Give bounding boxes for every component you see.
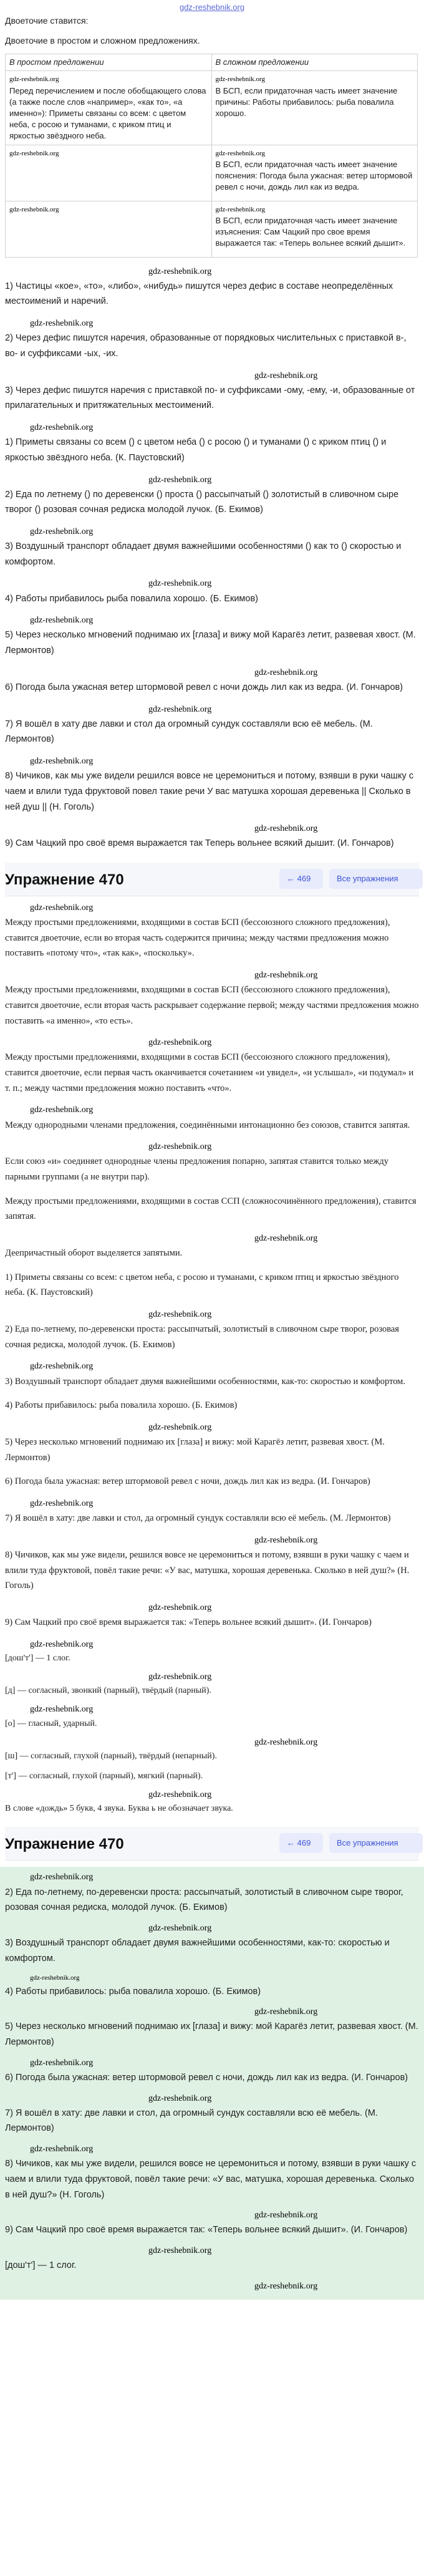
paragraph: 4) Работы прибавилось: рыба повалила хорошо. (Б. Екимов) — [5, 1400, 238, 1411]
exercise-title: Упражнение 470 — [5, 871, 124, 888]
watermark: gdz-reshebnik.org — [30, 423, 94, 433]
watermark: gdz-reshebnik.org — [215, 149, 266, 157]
table-cell-text: В БСП, если придаточная часть имеет значение изъяснения: Сам Чацкий про свое время выражается так: «Теперь вольнее всякий дышит». — [215, 215, 406, 248]
watermark: gdz-reshebnik.org — [254, 370, 318, 380]
watermark: gdz-reshebnik.org — [148, 1310, 212, 1319]
paragraph: 8) Чичиков, как мы уже видели решился вовсе не церемониться и потому, взявши в руки чашку с чаем и влили туда фруктовой повел такие речи У вас матушка хорошая деревенька || Сколько в ней душ || (Н. Гоголь) — [5, 771, 414, 812]
table-row — [6, 71, 418, 145]
exercise-title: Упражнение 470 — [5, 1836, 124, 1853]
watermark: gdz-reshebnik.org — [30, 319, 94, 329]
watermark: gdz-reshebnik.org — [254, 971, 318, 981]
watermark: gdz-reshebnik.org — [148, 1790, 212, 1800]
table-cell — [6, 71, 212, 145]
table-cell-text: Перед перечислением и после обобщающего слова (а также после слов «например», «как то», «а именно»): Приметы связаны со всем: с цветом неба, с росою и туманами, с криком птиц и яркостью звёздного неба. — [9, 85, 206, 141]
paragraph: Между простыми предложениями, входящими в состав БСП (бессоюзного сложного предложения), ставится двоеточие, если вторая часть раскрывает содержание первой; между частями предложения можно поставить «а именно», «то есть». — [5, 985, 419, 1026]
watermark: gdz-reshebnik.org — [148, 2245, 212, 2255]
intro-section — [0, 14, 424, 258]
paragraph: 4) Работы прибавилось: рыба повалила хорошо. (Б. Екимов) — [5, 1986, 261, 1997]
watermark: gdz-reshebnik.org — [9, 149, 59, 157]
paragraph: Между однородными членами предложения, соединёнными интонационно без союзов, ставится запятая. — [5, 1120, 410, 1130]
part2-section — [0, 903, 424, 1630]
watermark: gdz-reshebnik.org — [215, 75, 266, 84]
watermark: gdz-reshebnik.org — [148, 1422, 212, 1432]
watermark: gdz-reshebnik.org — [30, 903, 94, 913]
highlighted-answer — [0, 1867, 424, 2300]
watermark: gdz-reshebnik.org — [30, 1639, 94, 1649]
table-cell — [6, 145, 212, 201]
prev-exercise-button[interactable] — [279, 1833, 323, 1853]
paragraph: 4) Работы прибавилось рыба повалила хорошо. (Б. Екимов) — [5, 593, 258, 604]
paragraph: Между простыми предложениями, входящими в состав БСП (бессоюзного сложного предложения), ставится двоеточие, если первая часть оканчивается сочетанием «и увидел», «и услышал», «и подумал» и т. п.; между частями предложения можно поставить «что». — [5, 1052, 414, 1093]
paragraph: 5) Через несколько мгновений поднимаю их [глаза] и вижу: мой Карагёз летит, развевая хвост. (М. Лермонтов) — [5, 1437, 385, 1463]
watermark: gdz-reshebnik.org — [254, 2281, 318, 2291]
paragraph: 8) Чичиков, как мы уже видели, решился вовсе не церемониться и потому, взявши в руки чашку с чаем и влили туда фруктовой, повёл такие речи: «У вас, матушка, хорошая деревенька. Сколько в ней душ?» (Н. Гоголь) — [5, 1550, 410, 1591]
table-row — [6, 145, 418, 201]
watermark: gdz-reshebnik.org — [9, 75, 59, 84]
paragraph: 5) Через несколько мгновений поднимаю их [глаза] и вижу: мой Карагёз летит, развевая хвост. (М. Лермонтов) — [5, 2022, 418, 2048]
arrow-left-icon: ← — [287, 873, 297, 883]
watermark: gdz-reshebnik.org — [30, 757, 94, 767]
exercise-header-bar — [5, 863, 419, 896]
watermark: gdz-reshebnik.org — [148, 1142, 212, 1152]
watermark: gdz-reshebnik.org — [30, 1362, 94, 1372]
paragraph: Если союз «и» соединяет однородные члены предложения попарно, запятая ставится только между парными группами (а не внутри пар). — [5, 1156, 388, 1182]
watermark: gdz-reshebnik.org — [148, 704, 212, 714]
paragraph: 7) Я вошёл в хату две лавки и стол да огромный сундук составляли всю её мебель. (М. Лермонтов) — [5, 719, 373, 745]
phonetics-section — [0, 1639, 424, 1816]
part1-section — [0, 266, 424, 851]
paragraph: [дош'т'] — 1 слог. — [5, 2260, 77, 2271]
paragraph: 3) Воздушный транспорт обладает двумя важнейшими особенностями () как то () скоростью и комфортом. — [5, 541, 402, 567]
phonetic-line: В слове «дождь» 5 букв, 4 звука. Буква ь не обозначает звука. — [5, 1804, 233, 1814]
watermark: gdz-reshebnik.org — [30, 2058, 94, 2068]
paragraph: 1) Приметы связаны со всем: с цветом неба, с росою и туманами, с криком птиц и яркостью звёздного неба. (К. Паустовский) — [5, 1272, 399, 1298]
exercise-header-bar — [5, 1827, 419, 1861]
table-row — [6, 201, 418, 257]
exercise-header-2 — [0, 1827, 424, 1861]
watermark: gdz-reshebnik.org — [148, 1923, 212, 1933]
all-exercises-button[interactable]: Все упражнения — [329, 869, 423, 889]
paragraph: 1) Частицы «кое», «то», «либо», «нибудь» пишутся через дефис в составе неопределённых местоимений и наречий. — [5, 281, 393, 307]
prev-exercise-label: 469 — [297, 873, 311, 883]
paragraph: 3) Воздушный транспорт обладает двумя важнейшими особенностями, как-то: скоростью и комфортом. — [5, 1938, 390, 1963]
watermark: gdz-reshebnik.org — [30, 2144, 94, 2154]
paragraph: 8) Чичиков, как мы уже видели, решился вовсе не церемониться и потому, взявши в руки чашку с чаем и влили туда фруктовой, повёл такие речи: «У вас, матушка, хорошая деревенька. Сколько в ней душ?» (Н. Гоголь) — [5, 2159, 417, 2200]
watermark: gdz-reshebnik.org — [30, 616, 94, 626]
arrow-left-icon: ← — [287, 1838, 297, 1848]
paragraph: 6) Погода была ужасная: ветер штормовой ревел с ночи, дождь лил как из ведра. (И. Гончаров) — [5, 1476, 370, 1487]
watermark: gdz-reshebnik.org — [30, 1974, 80, 1982]
paragraph: 5) Через несколько мгновений поднимаю их [глаза] и вижу мой Карагёз летит, развевая хвост. (М. Лермонтов) — [5, 630, 416, 656]
table-cell-text: В БСП, если придаточная часть имеет значение причины: Работы прибавилось: рыба повалила хорошо. — [215, 85, 398, 119]
paragraph: 3) Воздушный транспорт обладает двумя важнейшими особенностями, как-то: скоростью и комфортом. — [5, 1376, 405, 1387]
prev-exercise-button[interactable] — [279, 869, 323, 889]
watermark: gdz-reshebnik.org — [30, 1105, 94, 1115]
paragraph: 7) Я вошёл в хату: две лавки и стол, да огромный сундук составляли всю её мебель. (М. Лермонтов) — [5, 1513, 391, 1524]
phonetic-line: [д] — согласный, звонкий (парный), твёрдый (парный). — [5, 1686, 211, 1696]
table-cell — [211, 145, 418, 201]
prev-exercise-label: 469 — [297, 1838, 311, 1848]
watermark: gdz-reshebnik.org — [9, 205, 59, 213]
paragraph: Между простыми предложениями, входящими в состав БСП (бессоюзного сложного предложения), ставится двоеточие, если во вторая часть содержится причина; между частями предложения можно поставить «потому что», «так как», «поскольку». — [5, 918, 390, 959]
watermark: gdz-reshebnik.org — [30, 1499, 94, 1509]
intro-line: Двоеточие в простом и сложном предложениях. — [5, 36, 200, 46]
table-header: В простом предложении — [6, 54, 212, 71]
watermark: gdz-reshebnik.org — [30, 1705, 94, 1715]
watermark: gdz-reshebnik.org — [254, 1535, 318, 1545]
paragraph: 9) Сам Чацкий про своё время выражается так Теперь вольнее всякий дышит. (И. Гончаров) — [5, 838, 394, 849]
watermark: gdz-reshebnik.org — [254, 667, 318, 677]
paragraph: 2) Еда по-летнему, по-деревенски проста: рассыпчатый, золотистый в сливочном сыре творог, розовая сочная редиска, молодой лучок. (Б. Екимов) — [5, 1887, 403, 1913]
paragraph: 9) Сам Чацкий про своё время выражается так: «Теперь вольнее всякий дышит». (И. Гончаров) — [5, 1617, 372, 1628]
paragraph: 2) Через дефис пишутся наречия, образованные от порядковых числительных с приставкой в-, во- и суффиксами -ых, -их. — [5, 333, 407, 359]
paragraph: Между простыми предложениями, входящими в состав ССП (сложносочинённого предложения), ставится запятая. — [5, 1196, 417, 1222]
table-cell — [211, 71, 418, 145]
paragraph: 2) Еда по летнему () по деревенски () проста () рассыпчатый () золотистый в сливочном сыре творог () розовая сочная редиска молодой лучок. (Б. Екимов) — [5, 489, 399, 515]
paragraph: 9) Сам Чацкий про своё время выражается так: «Теперь вольнее всякий дышит». (И. Гончаров) — [5, 2225, 408, 2235]
paragraph: 1) Приметы связаны со всем () с цветом неба () с росою () и туманами () с криком птиц () и яркостью звёздного неба. (К. Паустовский) — [5, 437, 387, 463]
all-exercises-button[interactable]: Все упражнения — [329, 1833, 423, 1853]
table-header: В сложном предложении — [211, 54, 418, 71]
paragraph: 6) Погода была ужасная: ветер штормовой ревел с ночи, дождь лил как из ведра. (И. Гончаров) — [5, 2072, 408, 2083]
watermark: gdz-reshebnik.org — [148, 1672, 212, 1682]
watermark: gdz-reshebnik.org — [148, 266, 212, 276]
punctuation-table — [5, 54, 418, 257]
table-cell-text: В БСП, если придаточная часть имеет значение пояснения: Погода была ужасная: ветер штормовой ревел с ночи, дождь лил как из ведра. — [215, 159, 413, 192]
phonetic-line: [т'] — согласный, глухой (парный), мягкий (парный). — [5, 1771, 203, 1781]
table-cell — [211, 201, 418, 257]
watermark: gdz-reshebnik.org — [148, 1038, 212, 1048]
site-top-link[interactable]: gdz-reshebnik.org — [179, 2, 245, 12]
paragraph: Деепричастный оборот выделяется запятыми. — [5, 1248, 183, 1259]
watermark: gdz-reshebnik.org — [148, 579, 212, 589]
watermark: gdz-reshebnik.org — [30, 526, 94, 536]
paragraph: 6) Погода была ужасная ветер штормовой ревел с ночи дождь лил как из ведра. (И. Гончаров) — [5, 682, 403, 692]
phonetic-line: [ш] — согласный, глухой (парный), твёрдый (непарный). — [5, 1751, 217, 1761]
phonetic-line: [о] — гласный, ударный. — [5, 1718, 97, 1728]
paragraph: 7) Я вошёл в хату: две лавки и стол, да огромный сундук составляли всю её мебель. (М. Лермонтов) — [5, 2108, 378, 2134]
watermark: gdz-reshebnik.org — [215, 205, 266, 213]
phonetic-line: [дош'т'] — 1 слог. — [5, 1654, 70, 1663]
table-header-row — [6, 54, 418, 71]
watermark: gdz-reshebnik.org — [30, 1872, 94, 1882]
exercise-header — [0, 863, 424, 896]
watermark: gdz-reshebnik.org — [254, 2007, 318, 2017]
paragraph: 2) Еда по-летнему, по-деревенски проста: рассыпчатый, золотистый в сливочном сыре творог, розовая сочная редиска, молодой лучок. (Б. Екимов) — [5, 1324, 399, 1350]
watermark: gdz-reshebnik.org — [254, 1737, 318, 1747]
watermark: gdz-reshebnik.org — [148, 2093, 212, 2103]
watermark: gdz-reshebnik.org — [148, 475, 212, 485]
watermark: gdz-reshebnik.org — [254, 824, 318, 834]
table-cell — [6, 201, 212, 257]
paragraph: 3) Через дефис пишутся наречия с приставкой по- и суффиксами -ому, -ему, -и, образованные от прилагательных и притяжательных местоимений. — [5, 385, 415, 411]
watermark: gdz-reshebnik.org — [254, 1233, 318, 1243]
watermark: gdz-reshebnik.org — [148, 1602, 212, 1612]
intro-line: Двоеточие ставится: — [5, 16, 89, 26]
watermark: gdz-reshebnik.org — [254, 2210, 318, 2220]
